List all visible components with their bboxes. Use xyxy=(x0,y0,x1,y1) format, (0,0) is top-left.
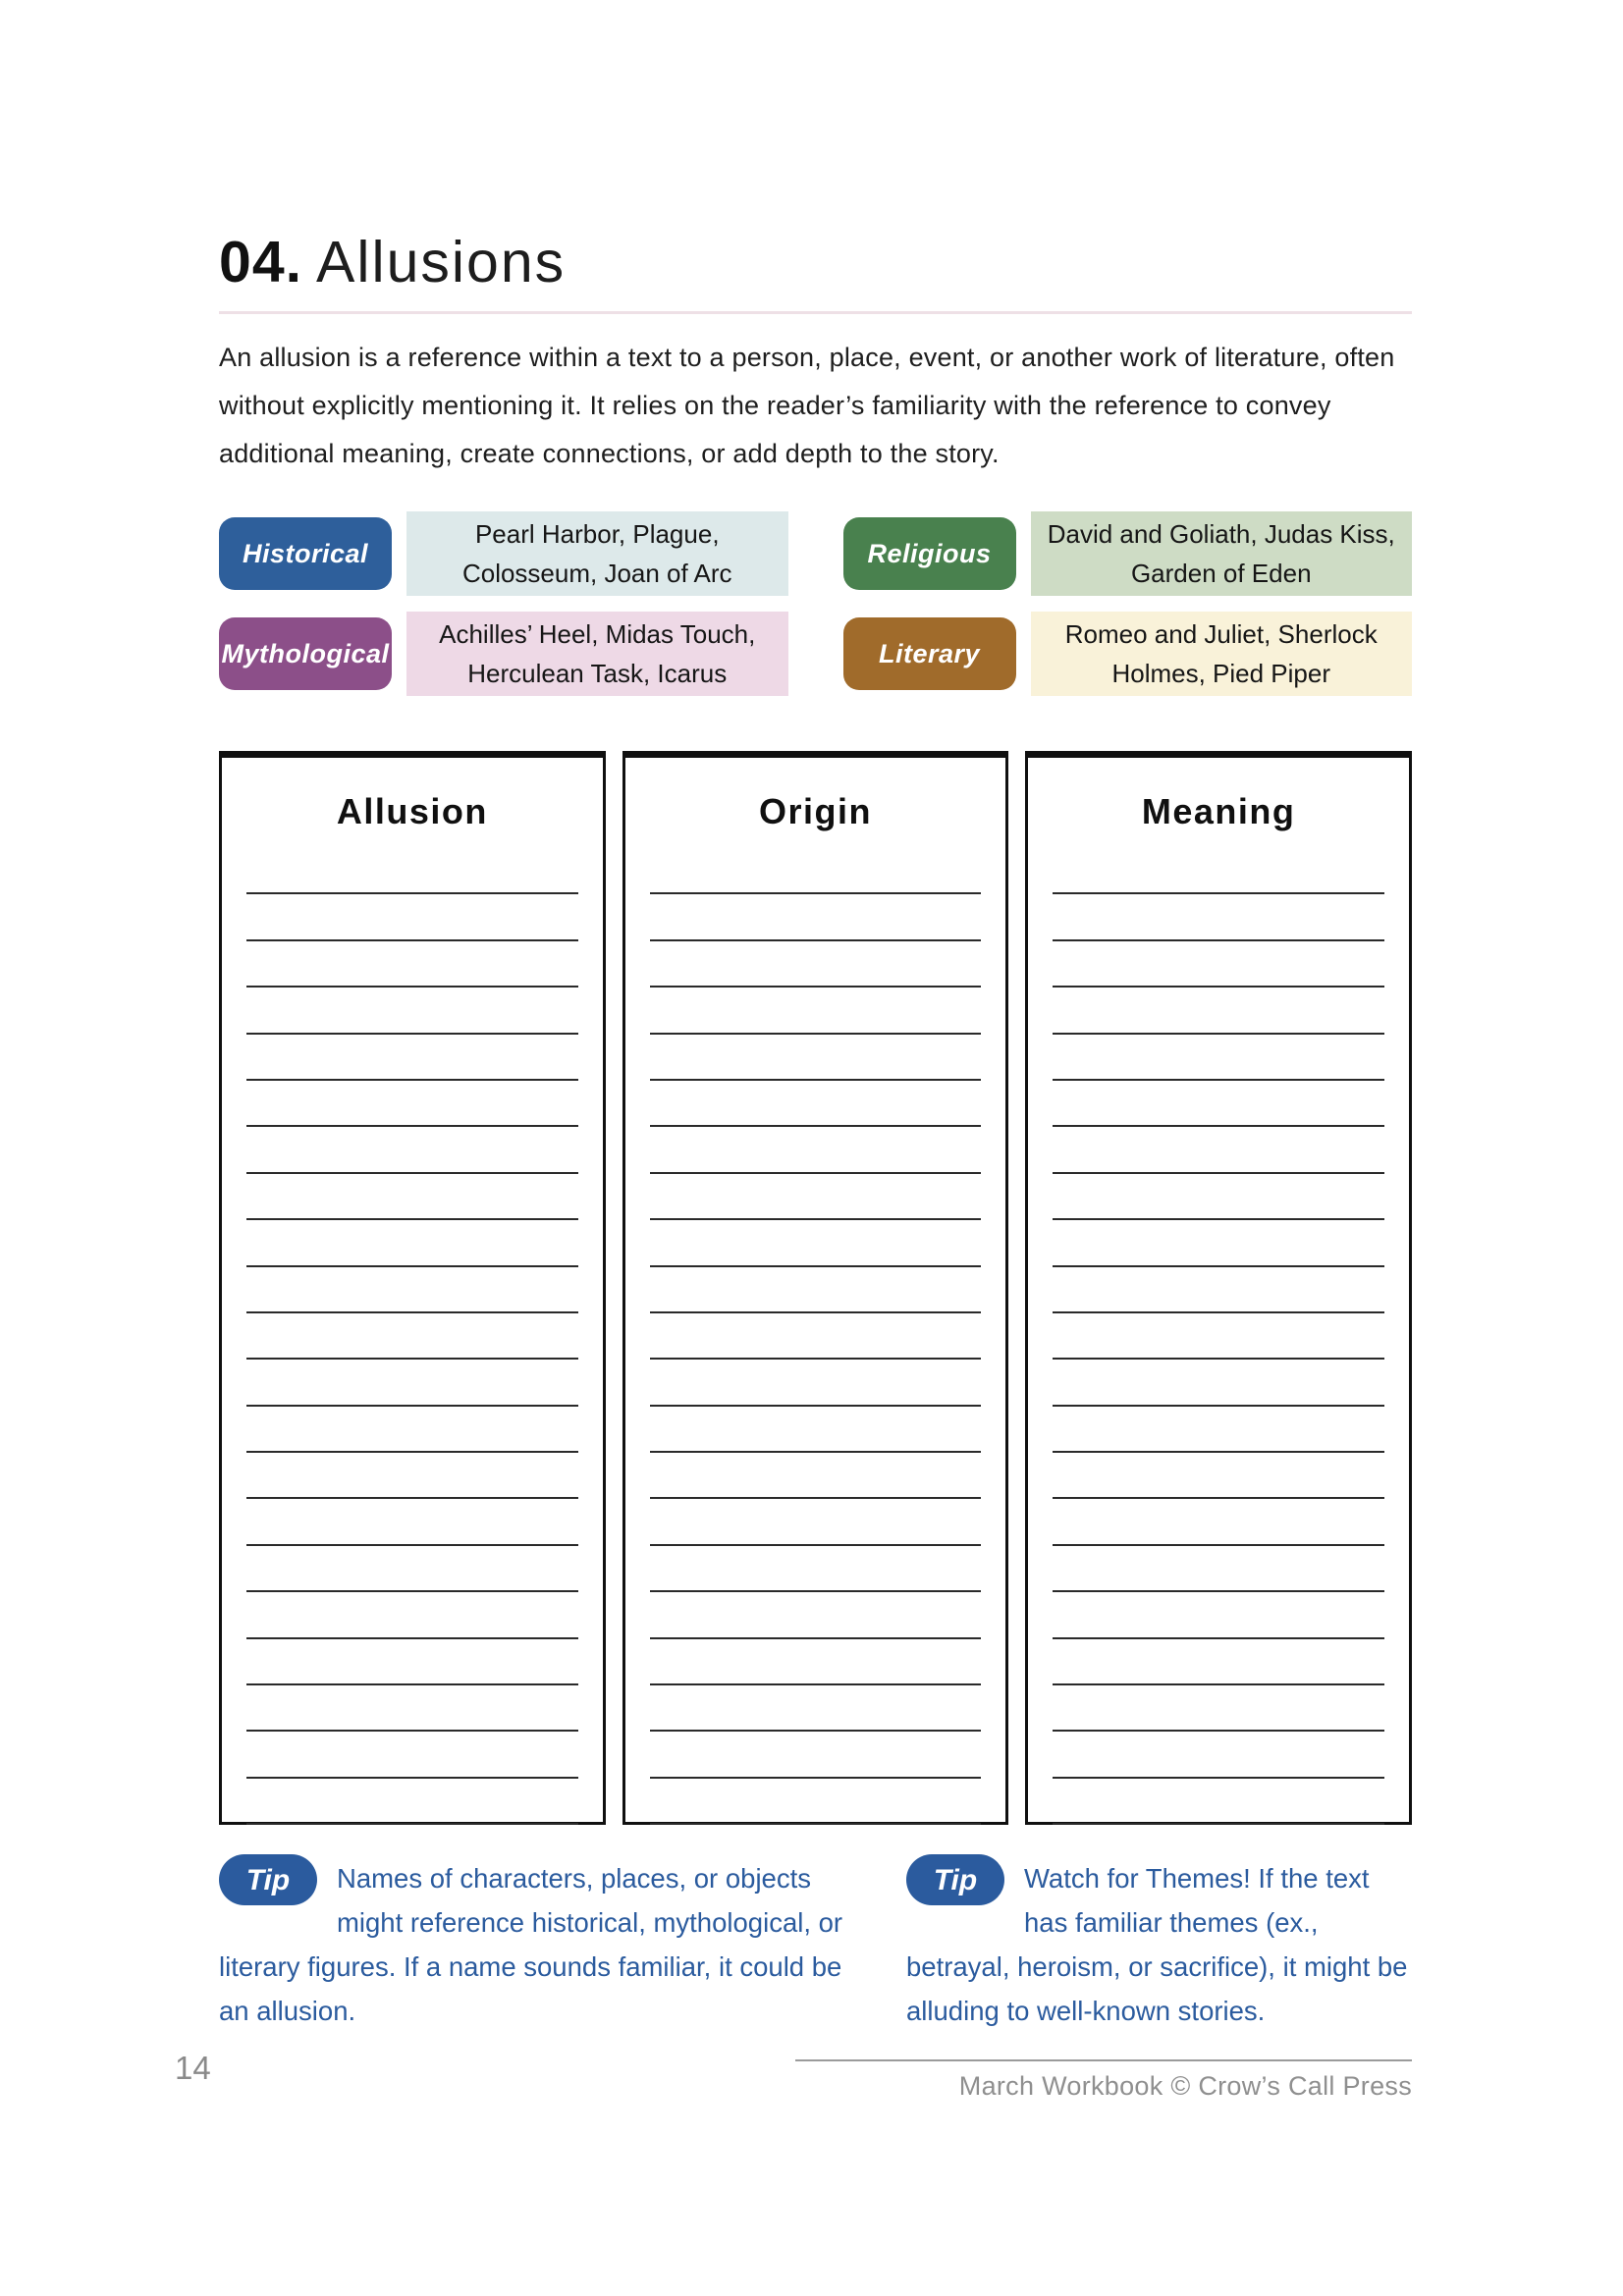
blank-writing-line xyxy=(246,1685,578,1732)
footer-divider xyxy=(795,2059,1412,2061)
category-examples-historical: Pearl Harbor, Plague, Colosseum, Joan of Arc xyxy=(406,511,788,596)
page-content xyxy=(219,0,1412,2033)
tip-badge: Tip xyxy=(219,1854,317,1905)
blank-writing-line xyxy=(246,988,578,1034)
blank-writing-line xyxy=(650,1546,982,1592)
blank-writing-line xyxy=(1053,988,1384,1034)
footer xyxy=(795,2059,1412,2102)
blank-writing-line xyxy=(246,848,578,894)
blank-writing-line xyxy=(650,848,982,894)
category-historical xyxy=(219,511,788,596)
blank-writing-line xyxy=(1053,1453,1384,1499)
blank-writing-line xyxy=(650,1499,982,1545)
tip-badge: Tip xyxy=(906,1854,1004,1905)
footer-credit: March Workbook © Crow’s Call Press xyxy=(958,2071,1412,2101)
blank-writing-line xyxy=(650,988,982,1034)
blank-writing-line xyxy=(650,941,982,988)
blank-writing-line xyxy=(650,1685,982,1732)
blank-writing-line xyxy=(246,1220,578,1266)
blank-writing-line xyxy=(246,1313,578,1360)
blank-writing-line xyxy=(1053,894,1384,940)
blank-writing-line xyxy=(1053,1779,1384,1825)
blank-writing-line xyxy=(246,1453,578,1499)
tip-right xyxy=(906,1856,1412,2033)
blank-writing-line xyxy=(1053,1592,1384,1638)
blank-writing-line xyxy=(650,1035,982,1081)
tip-text: Names of characters, places, or objects might reference historical, mythological, or literary figures. If a name sounds familiar, it could be an allusion. xyxy=(219,1863,843,2026)
page-title xyxy=(219,229,1412,295)
blank-writing-line xyxy=(650,1220,982,1266)
category-mythological xyxy=(219,612,788,696)
blank-writing-line xyxy=(650,1127,982,1173)
tip-left xyxy=(219,1856,847,2033)
blank-writing-line xyxy=(650,1453,982,1499)
blank-writing-line xyxy=(1053,1639,1384,1685)
blank-writing-line xyxy=(1053,1546,1384,1592)
column-header-origin: Origin xyxy=(758,791,872,831)
column-allusion xyxy=(219,751,606,1825)
blank-writing-line xyxy=(650,894,982,940)
blank-writing-line xyxy=(650,1592,982,1638)
blank-writing-line xyxy=(650,1174,982,1220)
page-number: 14 xyxy=(175,2050,211,2086)
blank-writing-line xyxy=(650,1267,982,1313)
blank-writing-line xyxy=(1053,1732,1384,1778)
allusion-categories xyxy=(219,511,1412,696)
tip-text: Watch for Themes! If the text has familiar themes (ex., betrayal, heroism, or sacrifice), it might be alluding to well-known stories. xyxy=(906,1863,1408,2026)
blank-writing-line xyxy=(246,1127,578,1173)
blank-writing-line xyxy=(1053,848,1384,894)
blank-writing-line xyxy=(246,1407,578,1453)
writing-lines-origin xyxy=(650,848,982,1825)
blank-writing-line xyxy=(246,1546,578,1592)
blank-writing-line xyxy=(246,1732,578,1778)
writing-lines-allusion xyxy=(246,848,578,1825)
blank-writing-line xyxy=(246,1360,578,1406)
blank-writing-line xyxy=(1053,1081,1384,1127)
category-examples-religious: David and Goliath, Judas Kiss, Garden of Eden xyxy=(1031,511,1413,596)
blank-writing-line xyxy=(1053,1685,1384,1732)
blank-writing-line xyxy=(246,1035,578,1081)
blank-writing-line xyxy=(1053,1360,1384,1406)
blank-writing-line xyxy=(246,1267,578,1313)
category-religious xyxy=(843,511,1413,596)
blank-writing-line xyxy=(650,1639,982,1685)
blank-writing-line xyxy=(650,1360,982,1406)
blank-writing-line xyxy=(246,1779,578,1825)
blank-writing-line xyxy=(1053,1127,1384,1173)
column-meaning xyxy=(1025,751,1412,1825)
blank-writing-line xyxy=(246,1639,578,1685)
category-badge-religious: Religious xyxy=(843,517,1016,590)
tips-section xyxy=(219,1856,1412,2033)
writing-lines-meaning xyxy=(1053,848,1384,1825)
category-examples-mythological: Achilles’ Heel, Midas Touch, Herculean Task, Icarus xyxy=(406,612,788,696)
blank-writing-line xyxy=(1053,941,1384,988)
blank-writing-line xyxy=(246,1592,578,1638)
category-literary xyxy=(843,612,1413,696)
category-badge-mythological: Mythological xyxy=(219,617,392,690)
blank-writing-line xyxy=(1053,1407,1384,1453)
blank-writing-line xyxy=(1053,1220,1384,1266)
blank-writing-line xyxy=(246,894,578,940)
blank-writing-line xyxy=(650,1779,982,1825)
blank-writing-line xyxy=(1053,1035,1384,1081)
category-badge-historical: Historical xyxy=(219,517,392,590)
blank-writing-line xyxy=(1053,1499,1384,1545)
blank-writing-line xyxy=(1053,1267,1384,1313)
title-divider xyxy=(219,311,1412,314)
blank-writing-line xyxy=(650,1081,982,1127)
blank-writing-line xyxy=(246,1081,578,1127)
blank-writing-line xyxy=(246,1499,578,1545)
blank-writing-line xyxy=(650,1732,982,1778)
column-header-allusion: Allusion xyxy=(336,791,488,831)
blank-writing-line xyxy=(246,1174,578,1220)
blank-writing-line xyxy=(1053,1313,1384,1360)
section-title: Allusions xyxy=(316,230,567,294)
column-header-meaning: Meaning xyxy=(1141,791,1296,831)
intro-paragraph: An allusion is a reference within a text to a person, place, event, or another work of literature, often without explicitly mentioning it. It relies on the reader’s familiarity with the reference to convey additional meaning, create connections, or add depth to the story. xyxy=(219,343,1395,468)
blank-writing-line xyxy=(650,1313,982,1360)
blank-writing-line xyxy=(650,1407,982,1453)
category-badge-literary: Literary xyxy=(843,617,1016,690)
blank-writing-line xyxy=(1053,1174,1384,1220)
worksheet-table xyxy=(219,751,1412,1825)
section-number: 04. xyxy=(219,230,303,294)
blank-writing-line xyxy=(246,941,578,988)
column-origin xyxy=(622,751,1009,1825)
category-examples-literary: Romeo and Juliet, Sherlock Holmes, Pied Piper xyxy=(1031,612,1413,696)
